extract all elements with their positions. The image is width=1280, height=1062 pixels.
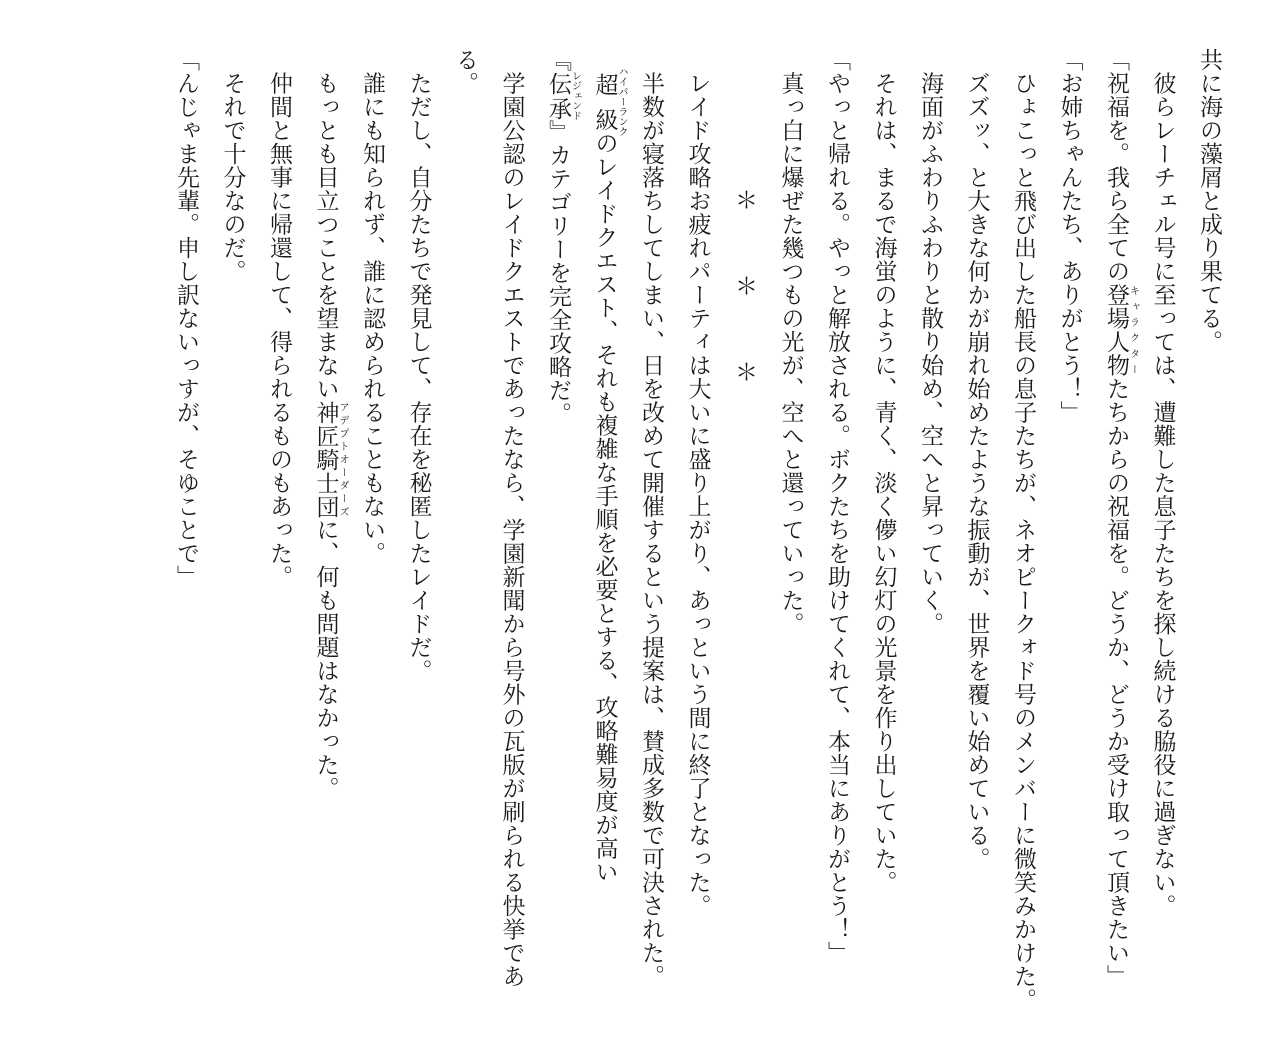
text-line: 「やっと帰れる。やっと解放される。ボクたちを助けてくれて、本当にありがとう！」 — [824, 48, 850, 965]
ruby-annotation: 登場人物キャラクター — [1103, 283, 1139, 377]
ruby-annotation: 神匠騎士団アデプトオーダーズ — [312, 400, 348, 518]
text-line: 半数が寝落ちしてしまい、日を改めて開催するという提案は、賛成多数で可決された。 — [638, 48, 664, 988]
text-line: る。 — [452, 48, 478, 95]
text-line: 誰にも知られず、誰に認められることもない。 — [359, 48, 385, 565]
text-line: ただし、自分たちで発見して、存在を秘匿したレイドだ。 — [405, 48, 432, 683]
ruby-annotation: 伝承レジェンド — [545, 70, 581, 121]
text-line: 「お姉ちゃんたち、ありがとう！」 — [1056, 48, 1083, 424]
scene-break: ＊ ＊ ＊ — [731, 188, 757, 403]
text-line: 彼らレーチェル号に至っては、遭難した息子たちを探し続ける脇役に過ぎない。 — [1149, 48, 1176, 918]
vertical-text-body — [163, 48, 1233, 1038]
text-line: ひょこっと飛び出した船長の息子たちが、ネオピークォド号のメンバーに微笑みかけた。 — [1010, 48, 1036, 1012]
text-line: レイド攻略お疲れパーティは大いに盛り上がり、あっという間に終了となった。 — [684, 48, 711, 918]
text-line-with-ruby: 「祝福を。我ら全ての登場人物キャラクターたちからの祝福を。どうか、どうか受け取って頂きたい」 — [1103, 48, 1139, 988]
text-line: それで十分なのだ。 — [219, 48, 246, 283]
text-line: 海面がふわりふわりと散り始め、空へと昇っていく。 — [917, 48, 943, 636]
text-line: 学園公認のレイドクエストであったなら、学園新聞から号外の瓦版が刷られる快挙であ — [498, 48, 525, 988]
ruby-annotation: 超級ハイパーランク — [591, 66, 627, 137]
text-line: 真っ白に爆ぜた幾つもの光が、空へと還っていった。 — [777, 48, 804, 636]
text-line: 仲間と無事に帰還して、得られるものもあった。 — [266, 48, 292, 589]
text-line: 「んじゃま先輩。申し訳ないっすが、そゆことで」 — [173, 48, 199, 589]
text-line: ズズッ、と大きな何かが崩れ始めたような振動が、世界を覆い始めている。 — [963, 48, 990, 871]
text-line-with-ruby: 『伝承レジェンド』カテゴリーを完全攻略だ。 — [545, 48, 581, 426]
text-line: 共に海の藻屑と成り果てる。 — [1196, 48, 1222, 354]
text-line: それは、まるで海蛍のように、青く、淡く儚い幻灯の光景を作り出していた。 — [870, 48, 897, 894]
text-line-with-ruby: もっとも目立つことを望まない神匠騎士団アデプトオーダーズに、何も問題はなかった。 — [312, 48, 348, 800]
text-line-with-ruby: 超級ハイパーランクのレイドクエスト、それも複雑な手順を必要とする、攻略難易度が高い — [591, 66, 627, 884]
